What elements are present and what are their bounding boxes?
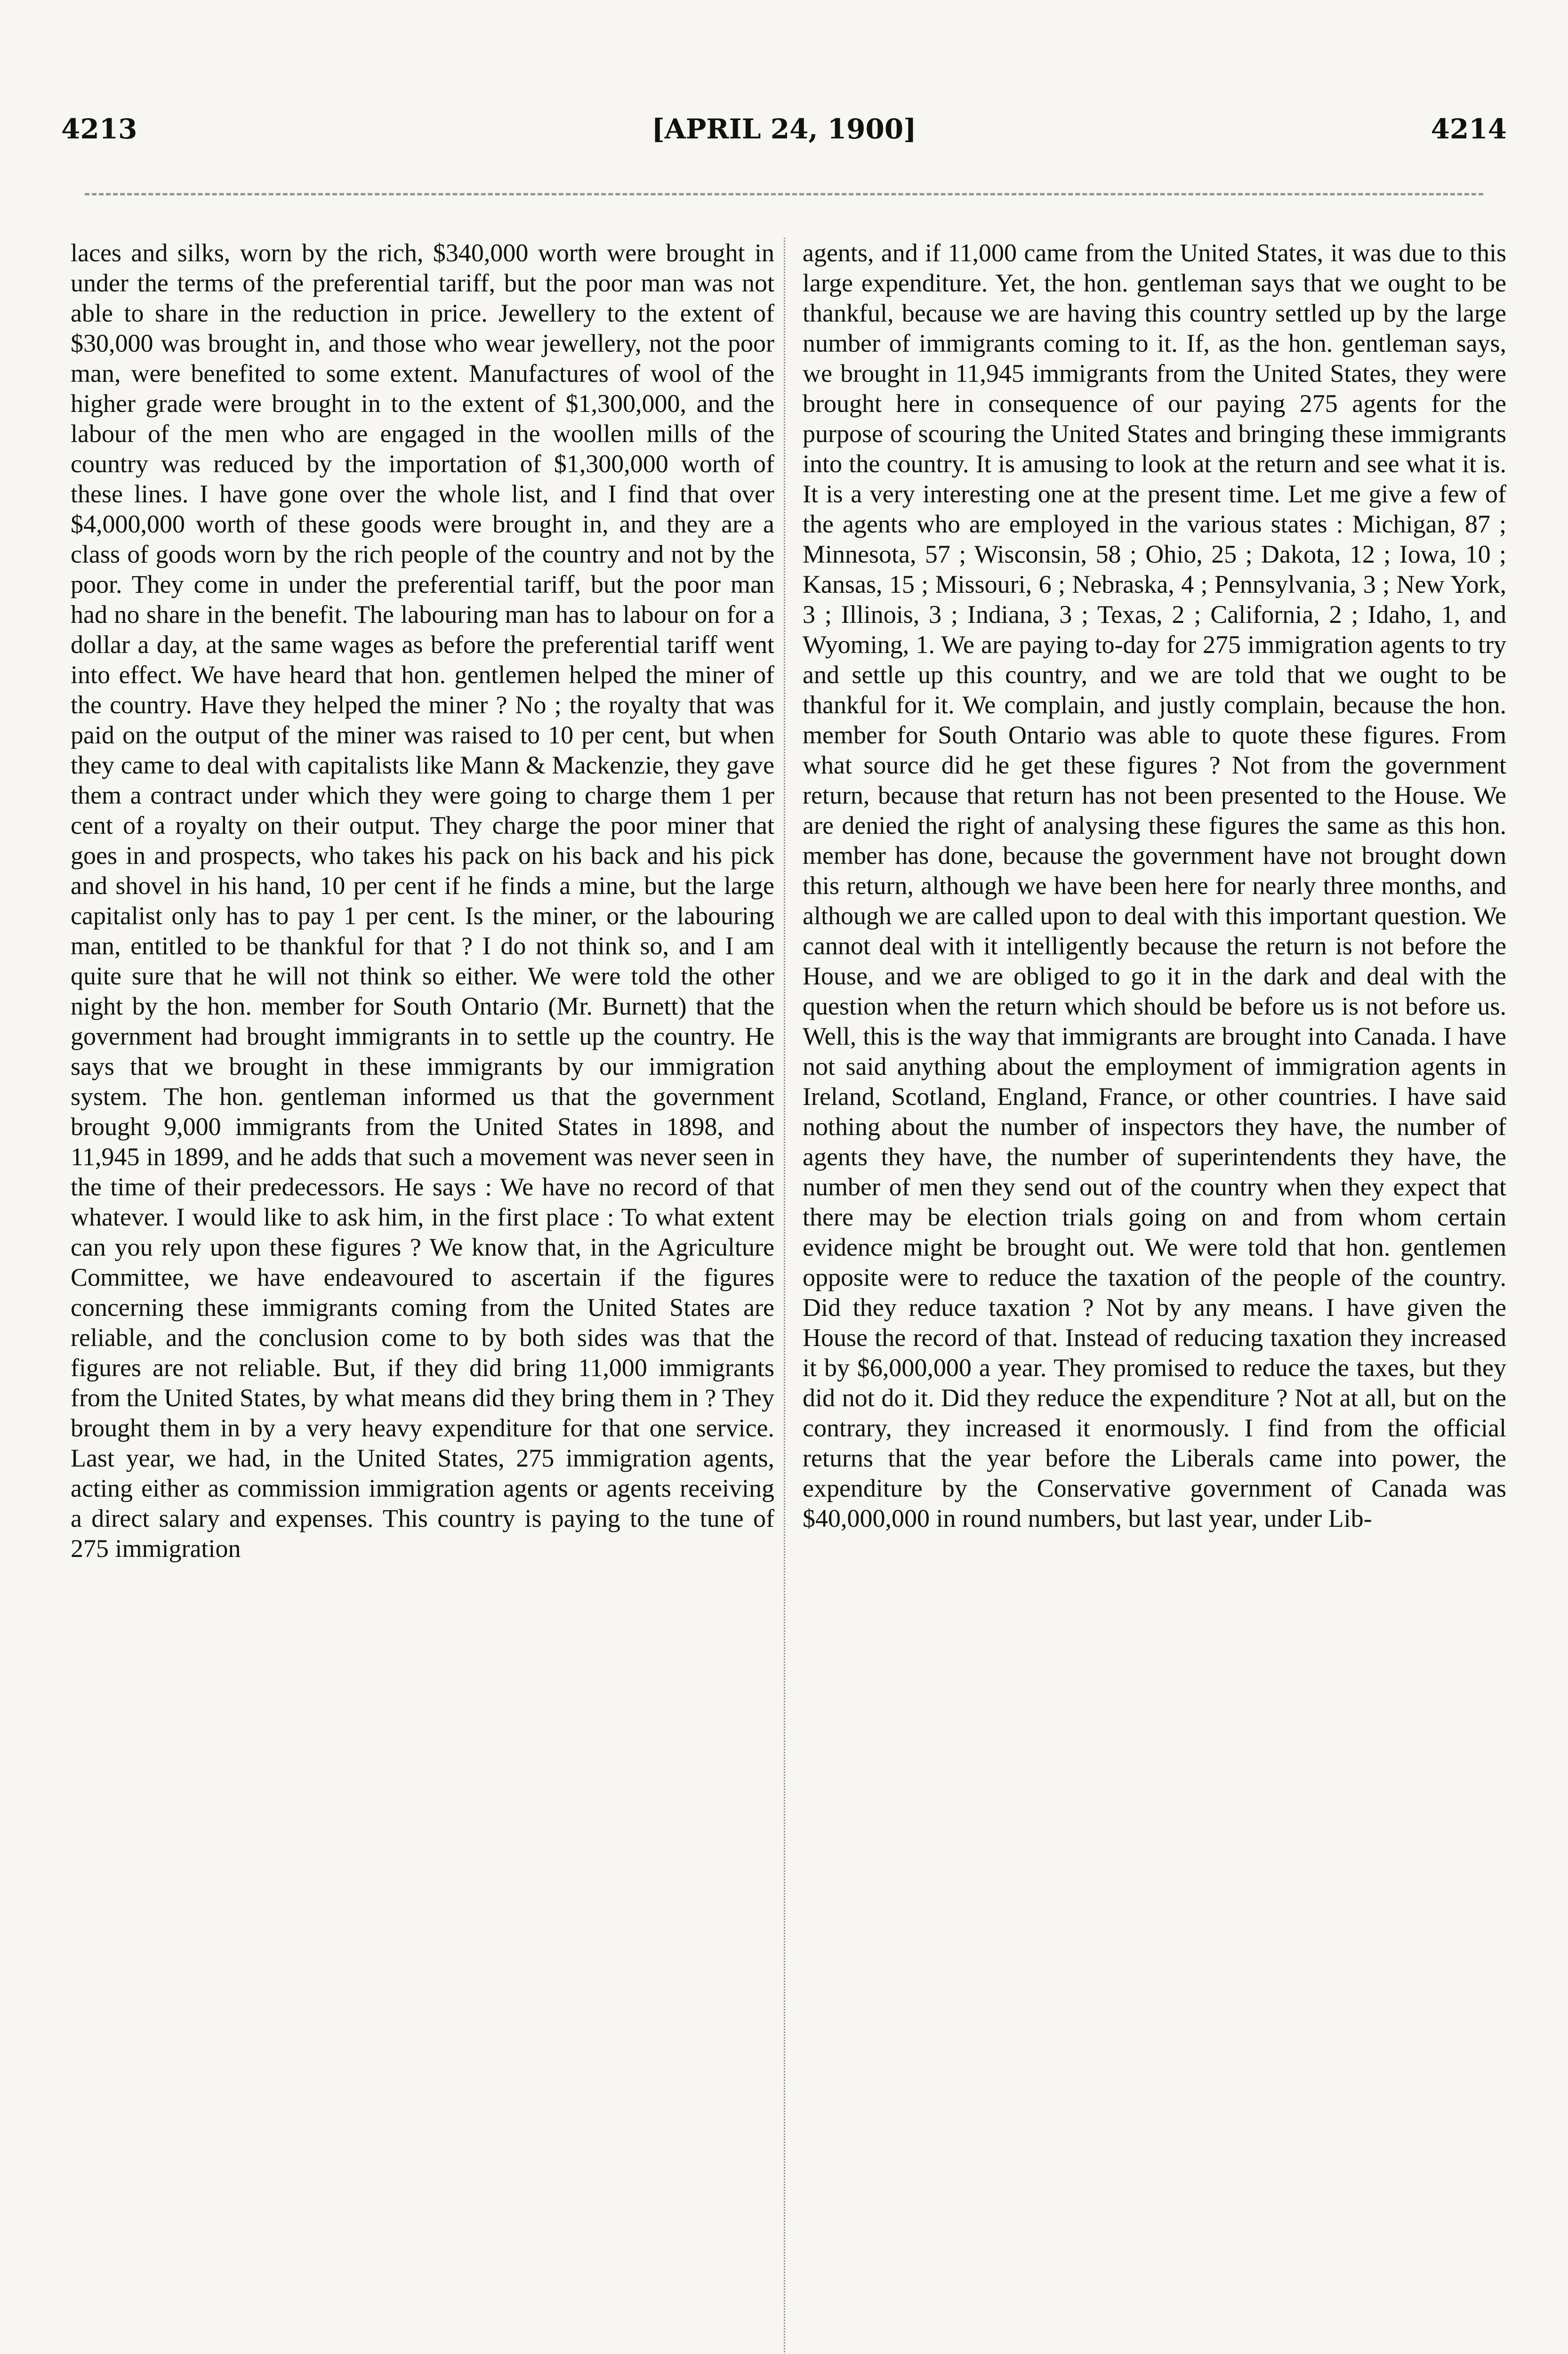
text-column-right (803, 238, 1506, 2354)
text-column-left (71, 238, 774, 2354)
page-header (61, 113, 1507, 169)
column-right-text: agents, and if 11,000 came from the United States, it was due to this large expenditure. Yet, the hon. gentleman says that we ought to be thankful, because we are having this country settled up by the large number of immigrants coming to it. If, as the hon. gentleman says, we brought in 11,945 immigrants from the United States, they were brought here in consequence of our paying 275 agents for the purpose of scouring the United States and bringing these immigrants into the country. It is amusing to look at the return and see what it is. It is a very interesting one at the present time. Let me give a few of the agents who are employed in the various states : Michigan, 87 ; Minnesota, 57 ; Wisconsin, 58 ; Ohio, 25 ; Dakota, 12 ; Iowa, 10 ; Kansas, 15 ; Missouri, 6 ; Nebraska, 4 ; Pennsylvania, 3 ; New York, 3 ; Illinois, 3 ; Indiana, 3 ; Texas, 2 ; California, 2 ; Idaho, 1, and Wyoming, 1. We are paying to-day for 275 immigration agents to try and settle up this country, and we are told that we ought to be thankful for it. We complain, and justly complain, because the hon. member for South Ontario was able to quote these figures. From what source did he get these figures ? Not from the government return, because that return has not been presented to the House. We are denied the right of analysing these figures the same as this hon. member has done, because the government have not brought down this return, although we have been here for nearly three months, and although we are called upon to deal with this important question. We cannot deal with it intelligently because the return is not before the House, and we are obliged to go it in the dark and deal with the question when the return which should be before us is not before us. Well, this is the way that immigrants are brought into Canada. I have not said anything about the employment of immigration agents in Ireland, Scotland, England, France, or other countries. I have said nothing about the number of inspectors they have, the number of agents they have, the number of superintendents they have, the number of men they send out of the country when they expect that there may be election trials going on and from whom certain evidence might be brought out. We were told that hon. gentlemen opposite were to reduce the taxation of the people of the country. Did they reduce taxation ? Not by any means. I have given the House the record of that. Instead of reducing taxation they increased it by $6,000,000 a year. They promised to reduce the taxes, but they did not do it. Did they reduce the expenditure ? Not at all, but on the contrary, they increased it enormously. I find from the official returns that the year before the Liberals came into power, the expenditure by the Conservative government of Canada was $40,000,000 in round numbers, but last year, under Lib- (803, 239, 1506, 1532)
page-number-left: 4213 (61, 113, 137, 145)
page-date: [APRIL 24, 1900] (651, 113, 917, 145)
page-number-right: 4214 (1431, 113, 1507, 145)
header-rule (85, 193, 1483, 195)
column-left-text: laces and silks, worn by the rich, $340,000 worth were brought in under the terms of the preferential tariff, but the poor man was not able to share in the reduction in price. Jewellery to the extent of $30,000 was brought in, and those who wear jewellery, not the poor man, were benefited to some extent. Manufactures of wool of the higher grade were brought in to the extent of $1,300,000, and the labour of the men who are engaged in the woollen mills of the country was reduced by the importation of $1,300,000 worth of these lines. I have gone over the whole list, and I find that over $4,000,000 worth of these goods were brought in, and they are a class of goods worn by the rich people of the country and not by the poor. They come in under the preferential tariff, but the poor man had no share in the benefit. The labouring man has to labour on for a dollar a day, at the same wages as before the preferential tariff went into effect. We have heard that hon. gentlemen helped the miner of the country. Have they helped the miner ? No ; the royalty that was paid on the output of the miner was raised to 10 per cent, but when they came to deal with capitalists like Mann & Mackenzie, they gave them a contract under which they were going to charge them 1 per cent of a royalty on their output. They charge the poor miner that goes in and prospects, who takes his pack on his back and his pick and shovel in his hand, 10 per cent if he finds a mine, but the large capitalist only has to pay 1 per cent. Is the miner, or the labouring man, entitled to be thankful for that ? I do not think so, and I am quite sure that he will not think so either. We were told the other night by the hon. member for South Ontario (Mr. Burnett) that the government had brought immigrants in to settle up the country. He says that we brought in these immigrants by our immigration system. The hon. gentleman informed us that the government brought 9,000 immigrants from the United States in 1898, and 11,945 in 1899, and he adds that such a movement was never seen in the time of their predecessors. He says : We have no record of that whatever. I would like to ask him, in the first place : To what extent can you rely upon these figures ? We know that, in the Agriculture Committee, we have endeavoured to ascertain if the figures concerning these immigrants coming from the United States are reliable, and the conclusion come to by both sides was that the figures are not reliable. But, if they did bring 11,000 immigrants from the United States, by what means did they bring them in ? They brought them in by a very heavy expenditure for that one service. Last year, we had, in the United States, 275 immigration agents, acting either as commission immigration agents or agents receiving a direct salary and expenses. This country is paying to the tune of 275 immigration (71, 239, 774, 1563)
column-divider (784, 238, 785, 2354)
